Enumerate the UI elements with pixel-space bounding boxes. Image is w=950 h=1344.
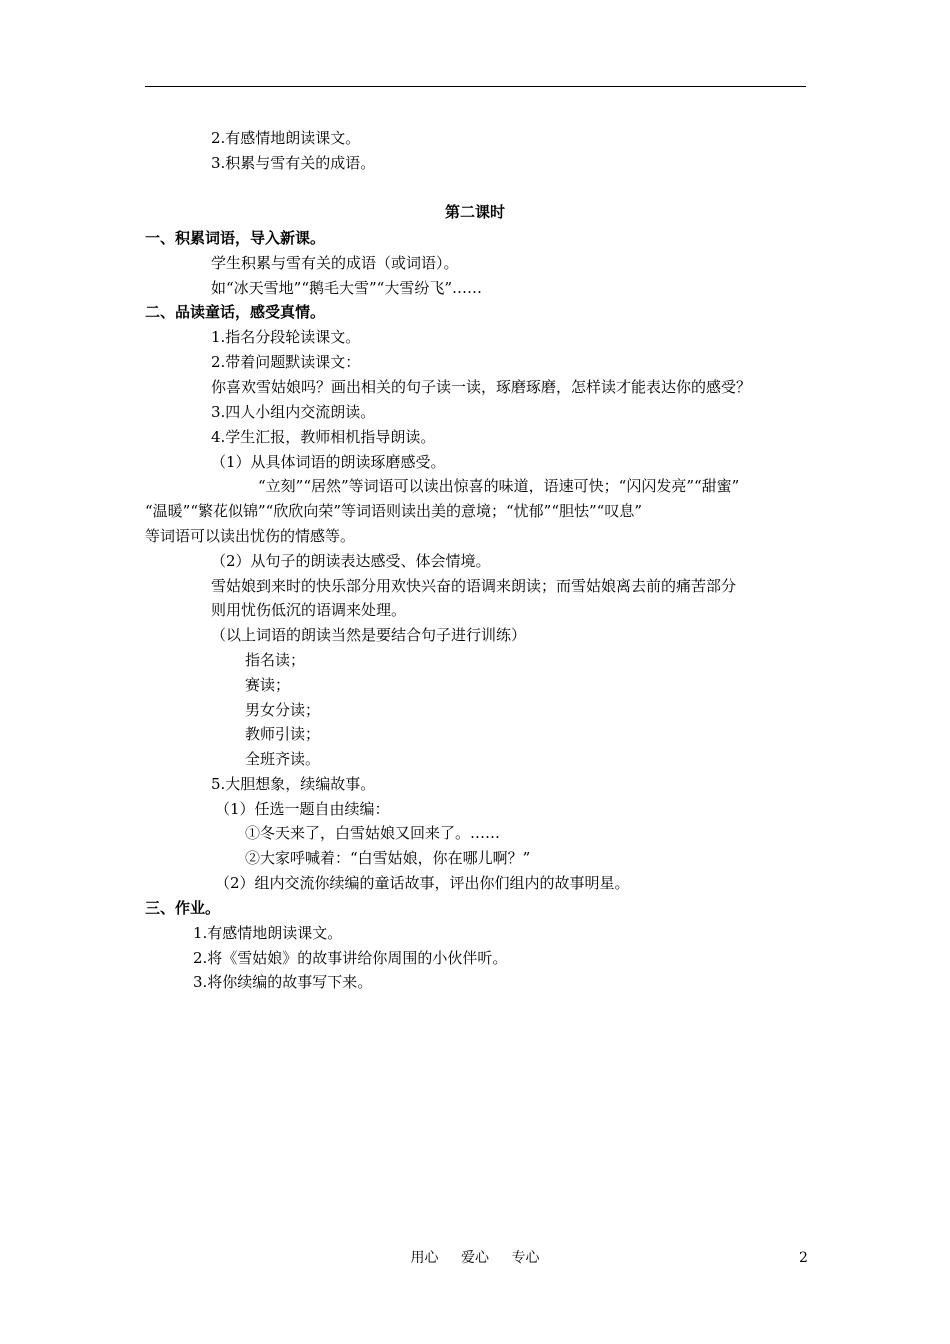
lesson-title: 第二课时 [444,203,505,221]
item-5-sub-2: （2）组内交流你续编的童话故事，评出你们组内的故事明星。 [215,874,630,892]
subitem-2-text-line-2: 则用忧伤低沉的语调来处理。 [211,601,407,619]
section-2-question: 你喜欢雪姑娘吗？画出相关的句子读一读，琢磨琢磨，怎样读才能表达你的感受？ [211,378,752,396]
subitem-1-text-line-1: “立刻”“居然”等词语可以读出惊喜的味道，语速可快；“闪闪发亮”“甜蜜” [258,477,740,495]
section-2-item-3: 3.四人小组内交流朗读。 [211,403,376,421]
item-5-sub-1: （1）任选一题自由续编： [215,800,390,818]
objective-line-3: 3.积累与雪有关的成语。 [211,154,376,172]
subitem-1-text-line-2: “温暖”“繁花似锦”“欣欣向荣”等词语则读出美的意境；“忧郁”“胆怯”“叹息” [145,502,643,520]
section-2-item-1: 1.指名分段轮读课文。 [211,328,361,346]
homework-3: 3.将你续编的故事写下来。 [193,973,373,991]
header-rule [145,86,806,87]
section-1-heading: 一、积累词语，导入新课。 [145,229,326,247]
section-1-paragraph: 学生积累与雪有关的成语（或词语）。 [211,254,459,272]
section-1-example: 如“冰天雪地”“鹅毛大雪”“大雪纷飞”…… [211,279,483,297]
subitem-2-heading: （2）从句子的朗读表达感受、体会情境。 [211,552,491,570]
section-2-heading: 二、品读童话，感受真情。 [145,303,326,321]
homework-1: 1.有感情地朗读课文。 [193,924,343,942]
subitem-1-heading: （1）从具体词语的朗读琢磨感受。 [211,453,446,471]
story-option-1: ①冬天来了，白雪姑娘又回来了。…… [245,824,501,842]
section-2-item-2: 2.带着问题默读课文： [211,353,361,371]
homework-2: 2.将《雪姑娘》的故事讲给你周围的小伙伴听。 [193,949,508,967]
footer-item-3: 专心 [511,1250,540,1266]
footer-item-2: 爱心 [461,1250,489,1266]
reading-method-5: 全班齐读。 [245,750,321,768]
reading-note: （以上词语的朗读当然是要结合句子进行训练） [211,626,527,644]
reading-method-1: 指名读； [245,651,306,669]
section-2-item-5: 5.大胆想象，续编故事。 [211,775,376,793]
page-number: 2 [799,1250,808,1266]
reading-method-3: 男女分读； [245,701,321,719]
objective-line-2: 2.有感情地朗读课文。 [211,129,361,147]
section-2-item-4: 4.学生汇报，教师相机指导朗读。 [211,428,436,446]
reading-method-2: 赛读； [245,676,291,694]
section-3-heading: 三、作业。 [145,899,221,917]
reading-method-4: 教师引读； [245,725,321,743]
subitem-2-text-line-1: 雪姑娘到来时的快乐部分用欢快兴奋的语调来朗读；而雪姑娘离去前的痛苦部分 [211,577,737,595]
footer-item-1: 用心 [410,1250,439,1266]
subitem-1-text-line-3: 等词语可以读出忧伤的情感等。 [145,527,356,545]
story-option-2: ②大家呼喊着：“白雪姑娘，你在哪儿啊？” [245,849,531,867]
